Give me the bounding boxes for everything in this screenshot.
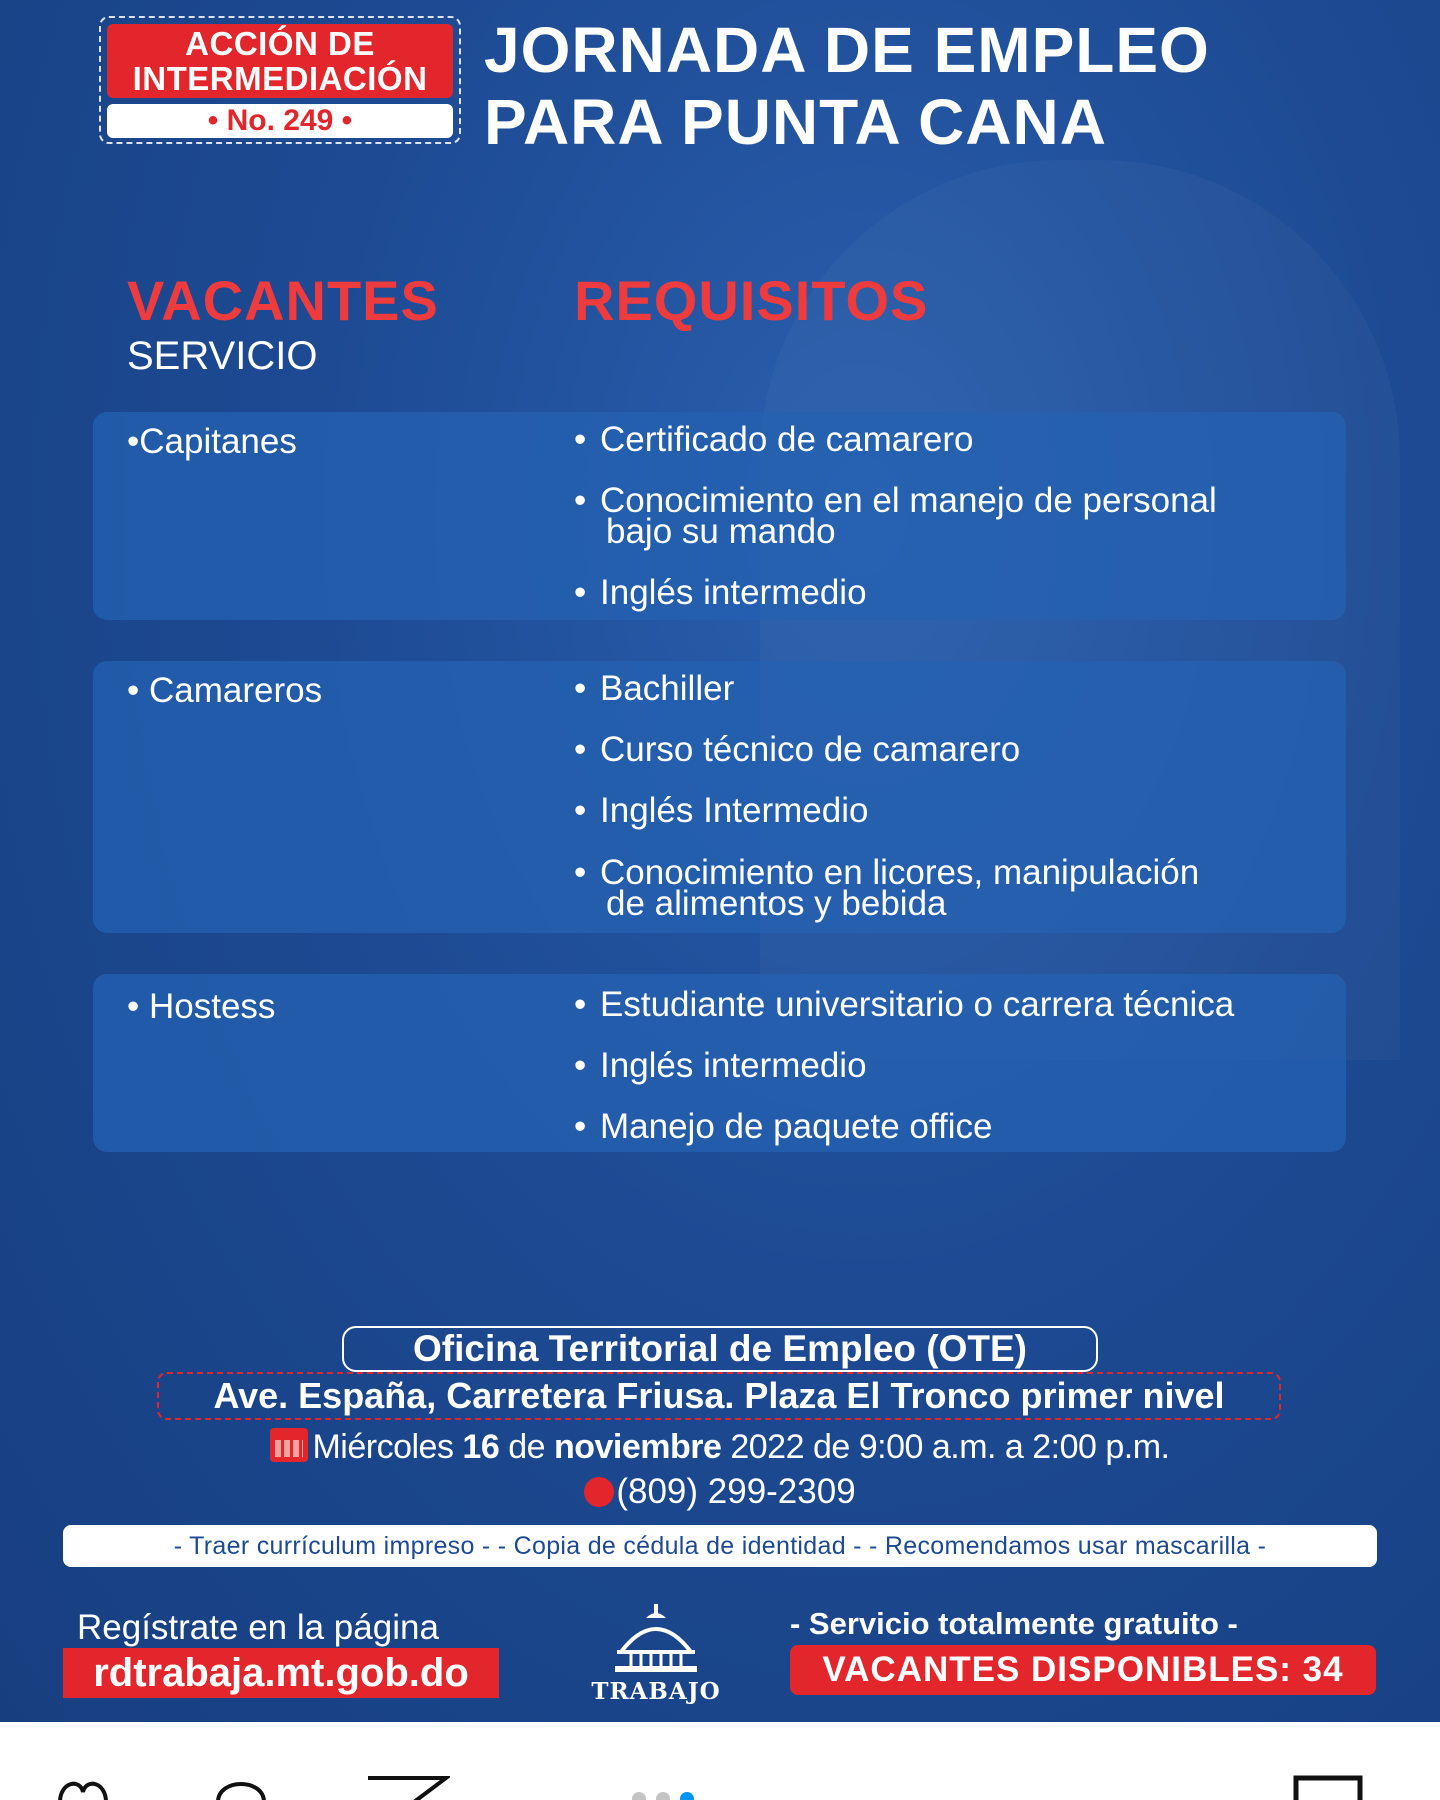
requirement-item: • Curso técnico de camarero (574, 730, 1021, 769)
vacancies-count: VACANTES DISPONIBLES: 34 (790, 1645, 1376, 1695)
headline (484, 14, 1384, 158)
badge-line2: INTERMEDIACIÓN (132, 60, 428, 97)
event-date: Miércoles 16 de noviembre 2022 de 9:00 a.m. a 2:00 p.m. (0, 1428, 1440, 1467)
requisitos-heading: REQUISITOS (574, 269, 929, 332)
address: Ave. España, Carretera Friusa. Plaza El Tronco primer nivel (157, 1372, 1281, 1420)
badge-line1: ACCIÓN DE (185, 25, 375, 62)
carousel-dot[interactable] (632, 1792, 646, 1800)
logo-text: TRABAJO (591, 1678, 721, 1705)
carousel-dots (632, 1792, 694, 1800)
intermediation-badge (99, 16, 461, 144)
job-title: • Hostess (127, 987, 276, 1026)
carousel-dot-active[interactable] (680, 1792, 694, 1800)
headline-line1: JORNADA DE EMPLEO (484, 14, 1210, 86)
requirement-item: • Certificado de camarero (574, 420, 974, 459)
vacantes-heading: VACANTES (127, 269, 439, 332)
share-icon[interactable] (364, 1774, 450, 1800)
requirement-item: • Inglés intermedio (574, 1046, 867, 1085)
post-action-bar (0, 1722, 1440, 1800)
requirement-item: • Inglés intermedio (574, 573, 867, 612)
comment-icon[interactable] (214, 1774, 268, 1800)
register-label: Regístrate en la página (77, 1608, 439, 1647)
ministry-logo (586, 1604, 726, 1716)
job-title: • Camareros (127, 671, 323, 710)
dome-icon (613, 1604, 699, 1674)
carousel-dot[interactable] (656, 1792, 670, 1800)
requirement-item: • Conocimiento en el manejo de personal bajo su mando (574, 481, 1217, 551)
free-service-label: - Servicio totalmente gratuito - (790, 1606, 1238, 1641)
requirement-item: • Conocimiento en licores, manipulación de alimentos y bebida (574, 853, 1200, 923)
heart-icon[interactable] (56, 1774, 110, 1800)
requirement-item: • Manejo de paquete office (574, 1107, 993, 1146)
phone-number: (809) 299-2309 (0, 1472, 1440, 1512)
requirement-item: • Inglés Intermedio (574, 791, 869, 830)
register-url: rdtrabaja.mt.gob.do (63, 1648, 499, 1698)
headline-line2: PARA PUNTA CANA (484, 86, 1107, 158)
office-name: Oficina Territorial de Empleo (OTE) (342, 1326, 1098, 1372)
bookmark-icon[interactable] (1292, 1774, 1364, 1800)
job-title: •Capitanes (127, 422, 297, 461)
phone-icon (579, 1472, 620, 1513)
badge-title (107, 24, 453, 98)
requirement-item: • Bachiller (574, 669, 735, 708)
calendar-icon (270, 1428, 308, 1462)
badge-number: • No. 249 • (107, 104, 453, 138)
category-label: SERVICIO (127, 334, 318, 378)
requirement-item: • Estudiante universitario o carrera técnica (574, 985, 1235, 1024)
requirements-notes: - Traer currículum impreso - - Copia de cédula de identidad - - Recomendamos usar mascarilla - (63, 1525, 1377, 1567)
